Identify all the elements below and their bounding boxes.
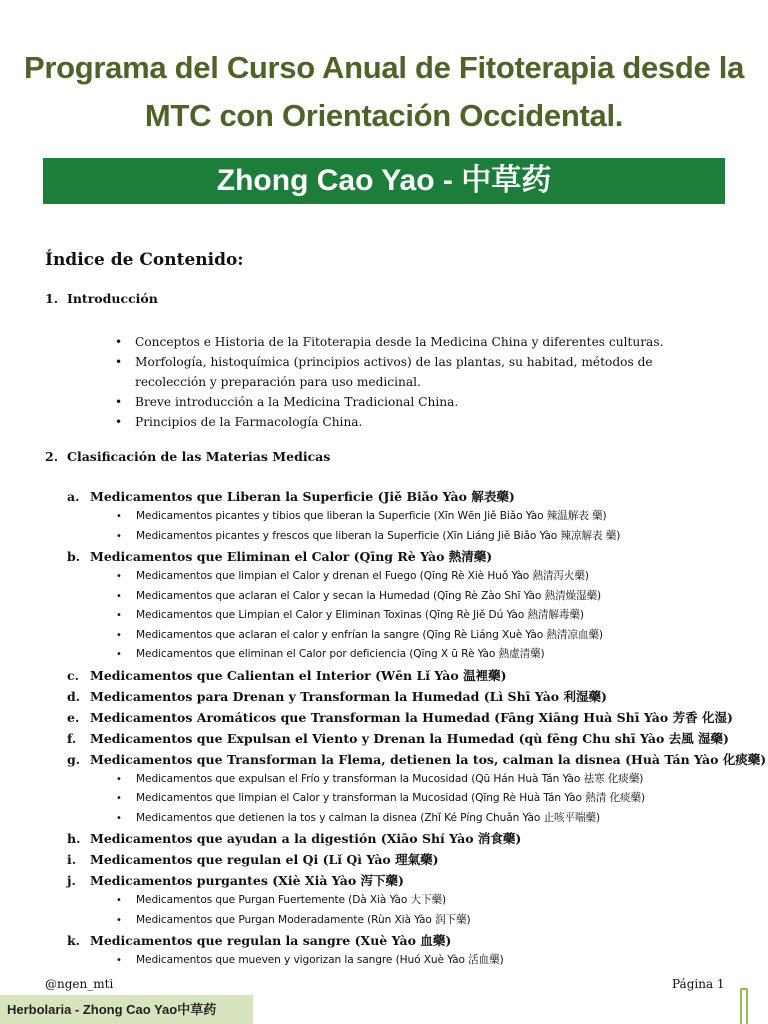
category-heading <box>67 665 737 686</box>
category-label: Medicamentos que regulan la sangre (Xuè Yào 血藥) <box>90 933 452 948</box>
subcategory-item: • Medicamentos que expulsan el Frío y transforman la Mucosidad (Qū Hán Huà Tán Yào 祛寒 化痰藥) <box>136 770 737 790</box>
category-item <box>67 686 737 707</box>
category-item <box>67 728 737 749</box>
category-item <box>67 486 737 546</box>
subtitle-banner: Zhong Cao Yao - 中草药 <box>43 158 725 204</box>
subcategory-item: • Medicamentos que eliminan el Calor por deficiencia (Qīng X ū Rè Yào 熱虚清藥) <box>136 645 737 665</box>
category-letter: f. <box>67 730 77 746</box>
subcategory-item: • Medicamentos que mueven y vigorizan la sangre (Huó Xuè Yào 活血藥) <box>136 951 737 971</box>
category-item <box>67 930 737 971</box>
document-title <box>0 44 768 140</box>
section-number: 2. <box>45 449 59 464</box>
category-heading <box>67 749 767 770</box>
category-label: Medicamentos purgantes (Xiè Xià Yào 泻下藥) <box>90 873 404 888</box>
subcategory-item: • Medicamentos que detienen la tos y calman la disnea (Zhǐ Ké Píng Chuǎn Yào 止咳平喘藥) <box>136 809 737 829</box>
category-heading <box>67 686 737 707</box>
list-item: • Principios de la Farmacología China. <box>135 412 715 432</box>
category-heading <box>67 849 737 870</box>
subcategory-item: • Medicamentos que limpian el Calor y transforman la Mucosidad (Qīng Rè Huà Tán Yào 熱清 化痰藥) <box>136 789 737 809</box>
intro-list <box>135 332 715 432</box>
page-number: Página 1 <box>672 977 725 991</box>
category-letter: k. <box>67 933 81 948</box>
section-number: 1. <box>45 291 59 306</box>
category-label: Medicamentos que Calientan el Interior (Wēn Lǐ Yào 温裡藥) <box>90 667 507 683</box>
subcategory-item: • Medicamentos que aclaran el Calor y secan la Humedad (Qīng Rè Zào Shī Yào 熱清燥湿藥) <box>136 587 737 607</box>
subcategory-item: • Medicamentos picantes y tibios que liberan la Superficie (Xīn Wēn Jiě Biǎo Yào 辣温解表 藥) <box>136 507 737 527</box>
category-label: Medicamentos que Liberan la Superficie (Jiě Biǎo Yào 解表藥) <box>90 489 515 504</box>
category-letter: a. <box>67 489 80 504</box>
subcategory-list <box>67 951 737 971</box>
category-letter: j. <box>67 873 76 888</box>
category-item <box>67 828 737 849</box>
category-label: Medicamentos que regulan el Qi (Lǐ Qì Yào 理氣藥) <box>90 852 439 867</box>
section-label: Clasificación de las Materias Medicas <box>67 449 331 464</box>
category-heading <box>67 930 737 951</box>
list-item: • Conceptos e Historia de la Fitoterapia desde la Medicina China y diferentes culturas. <box>135 332 715 352</box>
category-heading <box>67 728 737 749</box>
list-item: • Morfología, histoquímica (principios activos) de las plantas, su habitad, métodos de recolección y preparación para uso medicinal. <box>135 352 715 392</box>
subcategory-item: • Medicamentos que limpian el Calor y drenan el Fuego (Qīng Rè Xiè Huǒ Yào 熱清泻火藥) <box>136 567 737 587</box>
category-letter: h. <box>67 831 81 846</box>
category-letter: g. <box>67 751 81 767</box>
subcategory-list <box>67 507 737 546</box>
category-item <box>67 665 737 686</box>
category-letter: c. <box>67 667 79 683</box>
list-item: • Breve introducción a la Medicina Tradicional China. <box>135 392 715 412</box>
category-label: Medicamentos que ayudan a la digestión (Xiāo Shí Yào 消食藥) <box>90 831 522 846</box>
category-item <box>67 707 737 728</box>
category-heading <box>67 707 737 728</box>
subcategory-item: • Medicamentos que aclaran el calor y enfrían la sangre (Qīng Rè Liáng Xuè Yào 熱清凉血藥) <box>136 626 737 646</box>
category-heading <box>67 870 737 891</box>
category-item <box>67 870 737 930</box>
subcategory-list <box>67 567 737 665</box>
subcategory-list <box>67 770 737 829</box>
category-letter: i. <box>67 852 77 867</box>
subcategory-list <box>67 891 737 930</box>
category-item <box>67 546 737 665</box>
title-line-1: Programa del Curso Anual de Fitoterapia desde la <box>23 50 745 85</box>
category-letter: b. <box>67 549 81 564</box>
category-list <box>67 486 767 971</box>
section-heading-introduccion <box>45 291 158 306</box>
category-label: Medicamentos que Transforman la Flema, detienen la tos, calman la disnea (Huà Tán Yào 化痰藥) <box>90 751 767 767</box>
toc-heading: Índice de Contenido: <box>45 250 244 270</box>
category-heading <box>67 486 737 507</box>
subcategory-item: • Medicamentos que Limpian el Calor y Eliminan Toxinas (Qīng Rè Jiě Dú Yào 熱清解毒藥) <box>136 606 737 626</box>
subcategory-item: • Medicamentos que Purgan Moderadamente (Rùn Xià Yào 润下藥) <box>136 911 737 931</box>
category-item <box>67 849 737 870</box>
category-label: Medicamentos que Expulsan el Viento y Drenan la Humedad (qù fēng Chu shī Yào 去風 湿藥) <box>90 730 729 746</box>
subcategory-item: • Medicamentos picantes y frescos que liberan la Superficie (Xīn Liáng Jiě Biǎo Yào 辣凉解表 藥) <box>136 527 737 547</box>
section-label: Introducción <box>67 291 158 306</box>
category-letter: d. <box>67 688 81 704</box>
category-label: Medicamentos Aromáticos que Transforman la Humedad (Fāng Xiāng Huà Shī Yào 芳香 化湿) <box>90 709 733 725</box>
category-heading <box>67 546 737 567</box>
subcategory-item: • Medicamentos que Purgan Fuertemente (Dà Xià Yào 大下藥) <box>136 891 737 911</box>
footer-author: @ngen_mti <box>45 977 114 991</box>
footer-band: Herbolaria - Zhong Cao Yao中草药 <box>0 995 253 1024</box>
section-heading-clasificacion <box>45 449 330 464</box>
title-line-2: MTC con Orientación Occidental. <box>144 98 624 133</box>
category-letter: e. <box>67 709 80 725</box>
category-label: Medicamentos que Eliminan el Calor (Qīng Rè Yào 熱清藥) <box>90 549 493 564</box>
category-item <box>67 749 767 829</box>
category-heading <box>67 828 737 849</box>
page-corner-decoration <box>740 988 748 1024</box>
category-label: Medicamentos para Drenan y Transforman la Humedad (Lì Shī Yào 利湿藥) <box>90 688 607 704</box>
